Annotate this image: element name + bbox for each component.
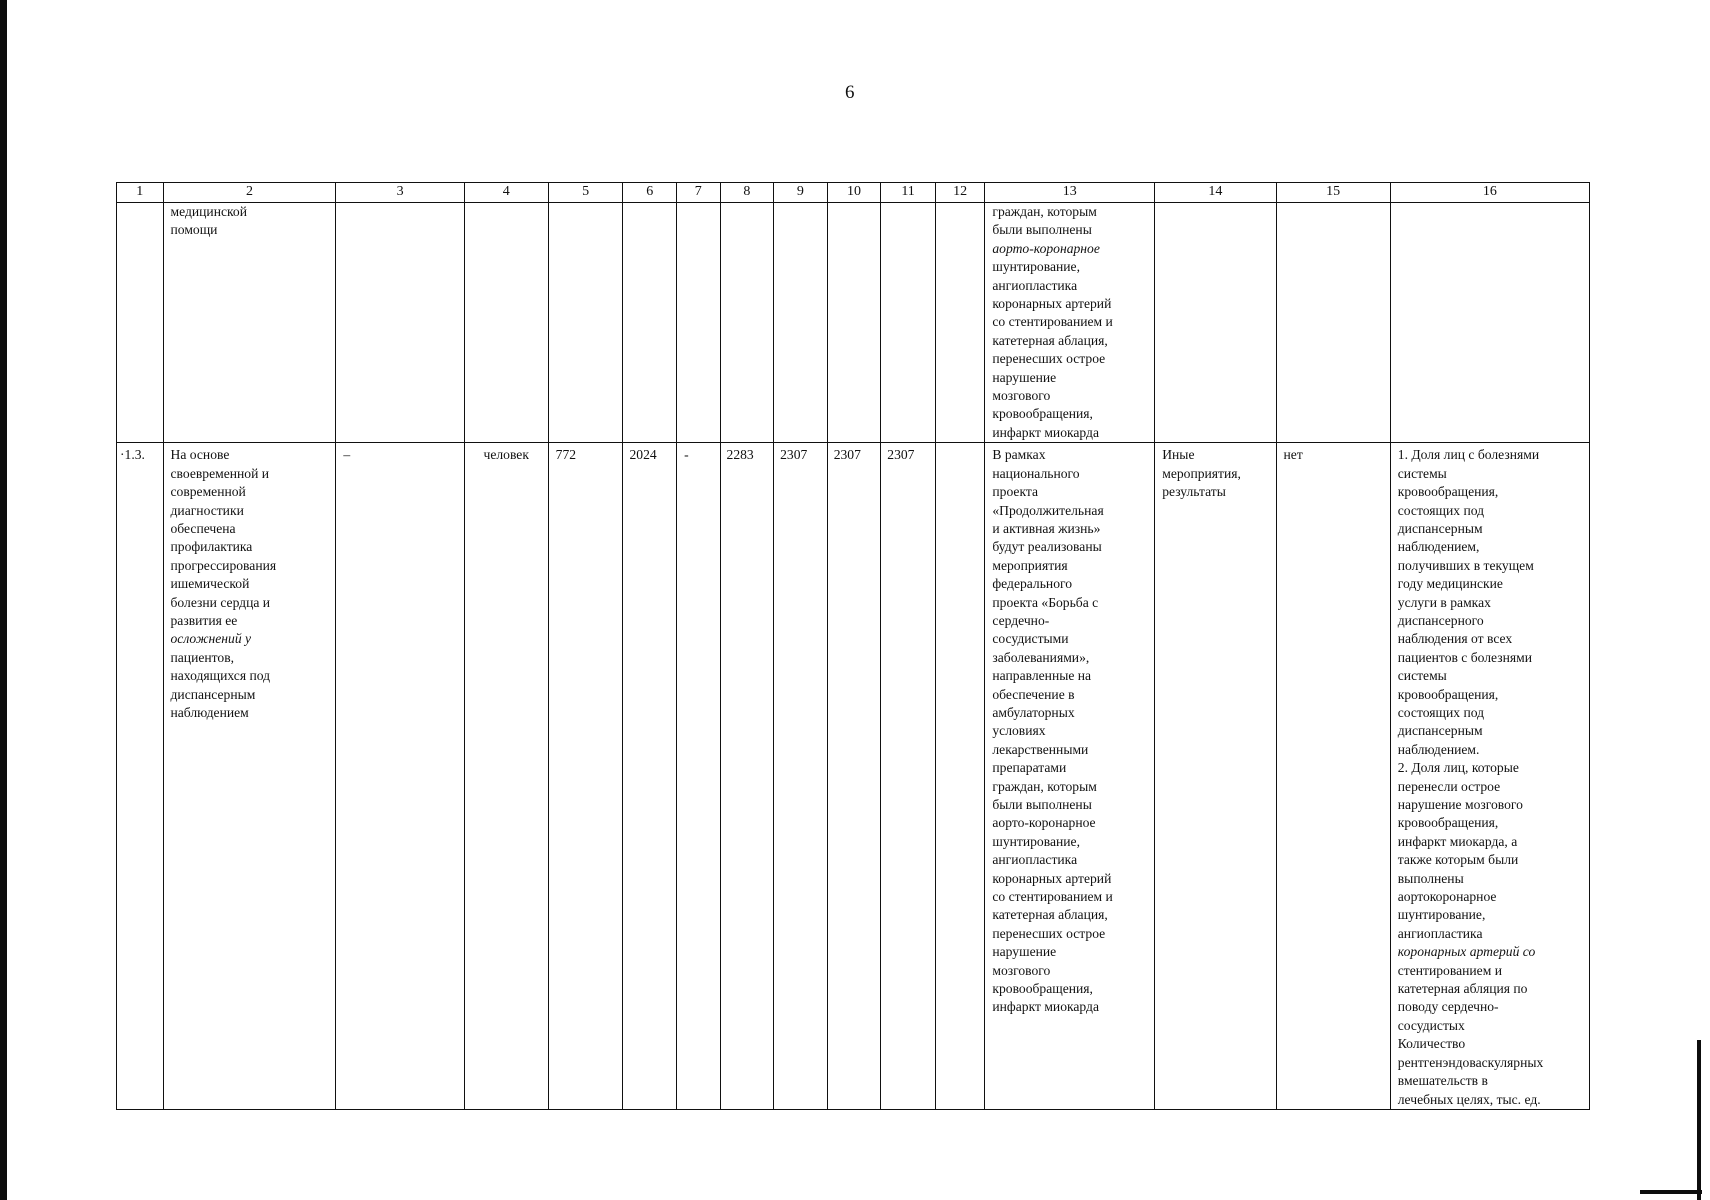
- text-line: кровообращения,: [1397, 815, 1499, 831]
- text-line: были выполнены: [992, 797, 1092, 812]
- text-line: амбулаторных: [992, 704, 1075, 720]
- table-row-continued: [117, 203, 1590, 443]
- cell-category: [1155, 443, 1276, 1110]
- text-line: мероприятия: [992, 557, 1068, 573]
- text-line: поводу сердечно-: [1397, 999, 1499, 1015]
- text-line: сосудистыми: [992, 631, 1069, 647]
- text-line: кровообращения,: [1397, 686, 1499, 702]
- text-line: аорто-коронарное: [992, 815, 1096, 831]
- text-line: также которым были: [1397, 852, 1519, 868]
- text-line: перенесших острое: [992, 351, 1106, 367]
- col-number: 2: [163, 183, 336, 203]
- text-line: со стентированием и: [992, 314, 1113, 330]
- text-line: диспансерным: [1397, 723, 1483, 739]
- text-line: ангиопластика: [1397, 925, 1483, 941]
- text-line: году медицинские: [1397, 576, 1503, 592]
- text-line: В рамках: [992, 447, 1046, 463]
- text-line: состоящих под: [1397, 502, 1485, 518]
- text-line: вмешательств в: [1397, 1073, 1488, 1089]
- text-line: федерального: [992, 576, 1073, 592]
- text-line: Иные: [1162, 447, 1195, 463]
- text-line: граждан, которым: [992, 778, 1097, 794]
- cell-unit: человек: [464, 443, 548, 1110]
- text-line: проекта: [992, 484, 1039, 500]
- table-row-1-3: [117, 443, 1590, 1110]
- text-line: находящихся под: [170, 668, 271, 684]
- text-line: ангиопластика: [992, 277, 1078, 293]
- text-line: состоящих под: [1397, 704, 1485, 720]
- cell-empty: [827, 203, 881, 443]
- cell-empty: [1276, 203, 1390, 443]
- col-number: 14: [1155, 183, 1276, 203]
- cell-empty: [464, 203, 548, 443]
- text-line: системы: [1397, 465, 1447, 481]
- text-line: 1. Доля лиц с болезнями: [1397, 447, 1540, 463]
- cell-value: 2307: [881, 443, 936, 1110]
- text-line: Количество: [1397, 1036, 1466, 1052]
- cell-indicators: [1390, 443, 1589, 1110]
- text-line: были выполнены: [992, 222, 1092, 238]
- text-line: нарушение: [992, 944, 1057, 960]
- cell-index: [117, 203, 164, 443]
- cell-empty: [1155, 203, 1276, 443]
- text-line: коронарных артерий: [992, 296, 1112, 312]
- text-line: диагностики: [170, 502, 244, 518]
- text-line: получивших в текущем: [1397, 557, 1534, 573]
- text-line: рентгенэндоваскулярных: [1397, 1054, 1544, 1070]
- text-line: нарушение мозгового: [1397, 797, 1523, 812]
- text-line: диспансерным: [1397, 520, 1483, 536]
- text-line: пациентов,: [170, 649, 235, 665]
- text-line: катетерная аблация,: [992, 907, 1108, 923]
- text-line: препаратами: [992, 760, 1067, 776]
- text-line: перенесли острое: [1397, 778, 1501, 794]
- col-number: 7: [677, 183, 720, 203]
- cell-measures: [985, 443, 1155, 1110]
- text-line: ишемической: [170, 576, 250, 592]
- text-line: инфаркт миокарда: [992, 424, 1100, 440]
- text-line: наблюдением.: [1397, 741, 1480, 757]
- text-line: аортокоронарное: [1397, 889, 1497, 905]
- cell-dash: –: [336, 443, 464, 1110]
- text-line: инфаркт миокарда: [992, 999, 1100, 1015]
- cell-empty: [935, 203, 985, 443]
- cell-value: 2283: [720, 443, 774, 1110]
- cell-index: ·1.3.: [117, 443, 164, 1110]
- text-line: прогрессирования: [170, 557, 277, 573]
- scan-edge-bottom: [1640, 1190, 1702, 1194]
- text-line: мероприятия,: [1162, 465, 1241, 481]
- cell-empty: [720, 203, 774, 443]
- text-line: мозгового: [992, 388, 1051, 404]
- col-number: 10: [827, 183, 881, 203]
- text-line: нарушение: [992, 369, 1057, 385]
- col-number: 5: [548, 183, 623, 203]
- text-line: направленные на: [992, 668, 1092, 684]
- scan-edge-left: [0, 0, 7, 1200]
- text-line: выполнены: [1397, 870, 1464, 886]
- col-number: 11: [881, 183, 936, 203]
- text-line: помощи: [170, 222, 218, 238]
- text-line: национального: [992, 465, 1080, 481]
- text-line: проекта «Борьба с: [992, 594, 1099, 610]
- cell-measures: [985, 203, 1155, 443]
- text-line: своевременной и: [170, 465, 270, 481]
- text-line: 2. Доля лиц, которые: [1397, 760, 1519, 776]
- col-number: 16: [1390, 183, 1589, 203]
- text-line: болезни сердца и: [170, 594, 271, 610]
- text-line: шунтирование,: [992, 833, 1080, 849]
- text-line: медицинской: [170, 204, 247, 219]
- text-line: и активная жизнь»: [992, 520, 1101, 536]
- cell-empty: [548, 203, 623, 443]
- text-line: будут реализованы: [992, 539, 1102, 555]
- text-line: заболеваниями»,: [992, 649, 1090, 665]
- cell-value: -: [677, 443, 720, 1110]
- text-line: услуги в рамках: [1397, 594, 1491, 610]
- text-line: сердечно-: [992, 612, 1050, 628]
- text-line: профилактика: [170, 539, 253, 555]
- text-line: развития ее: [170, 612, 238, 628]
- col-number: 15: [1276, 183, 1390, 203]
- cell-value: 772: [548, 443, 623, 1110]
- col-number: 6: [623, 183, 677, 203]
- cell-empty: [881, 203, 936, 443]
- text-line: аорто-коронарное: [992, 240, 1100, 256]
- text-line: катетерная аблация,: [992, 332, 1108, 348]
- text-line: лекарственными: [992, 741, 1089, 757]
- cell-empty: [336, 203, 464, 443]
- cell-flag: нет: [1276, 443, 1390, 1110]
- text-line: кровообращения,: [992, 981, 1093, 997]
- text-line: обеспечение в: [992, 686, 1075, 702]
- measures-table: [116, 182, 1590, 1110]
- text-line: мозгового: [992, 962, 1051, 978]
- cell-empty: [774, 203, 828, 443]
- text-line: наблюдения от всех: [1397, 631, 1513, 647]
- text-line: На основе: [170, 447, 230, 463]
- text-line: сосудистых: [1397, 1017, 1465, 1033]
- text-line: шунтирование,: [1397, 907, 1486, 923]
- text-line: коронарных артерий: [992, 870, 1112, 886]
- text-line: современной: [170, 484, 246, 500]
- text-line: пациентов с болезнями: [1397, 649, 1533, 665]
- text-line: стентированием и: [1397, 962, 1502, 978]
- column-number-row: [117, 183, 1590, 203]
- text-line: наблюдением: [170, 704, 249, 720]
- cell-year: 2024: [623, 443, 677, 1110]
- cell-value: 2307: [774, 443, 828, 1110]
- cell-description: [163, 203, 336, 443]
- col-number: 3: [336, 183, 464, 203]
- col-number: 1: [117, 183, 164, 203]
- text-line: системы: [1397, 668, 1447, 684]
- text-line: ангиопластика: [992, 852, 1078, 868]
- text-line: условиях: [992, 723, 1046, 739]
- page-number: 6: [845, 82, 855, 103]
- text-line: коронарных артерий со: [1397, 944, 1536, 960]
- text-line: осложнений у: [170, 631, 252, 647]
- text-line: кровообращения,: [992, 406, 1093, 422]
- text-line: со стентированием и: [992, 889, 1113, 905]
- col-number: 12: [935, 183, 985, 203]
- cell-empty: [677, 203, 720, 443]
- text-line: катетерная абляция по: [1397, 981, 1528, 997]
- text-line: инфаркт миокарда, а: [1397, 833, 1518, 849]
- text-line: диспансерным: [170, 686, 256, 702]
- text-line: наблюдением,: [1397, 539, 1480, 555]
- col-number: 9: [774, 183, 828, 203]
- text-line: кровообращения,: [1397, 484, 1499, 500]
- text-line: обеспечена: [170, 520, 236, 536]
- text-line: перенесших острое: [992, 925, 1106, 941]
- cell-value: [935, 443, 985, 1110]
- cell-empty: [623, 203, 677, 443]
- col-number: 13: [985, 183, 1155, 203]
- col-number: 8: [720, 183, 774, 203]
- cell-value: 2307: [827, 443, 881, 1110]
- cell-description: [163, 443, 336, 1110]
- text-line: шунтирование,: [992, 259, 1080, 275]
- text-line: «Продолжительная: [992, 502, 1104, 518]
- text-line: результаты: [1162, 484, 1226, 500]
- text-line: лечебных целях, тыс. ед.: [1397, 1091, 1541, 1107]
- text-line: граждан, которым: [992, 204, 1097, 219]
- col-number: 4: [464, 183, 548, 203]
- scan-edge-right: [1697, 1040, 1701, 1200]
- cell-empty: [1390, 203, 1589, 443]
- text-line: диспансерного: [1397, 612, 1484, 628]
